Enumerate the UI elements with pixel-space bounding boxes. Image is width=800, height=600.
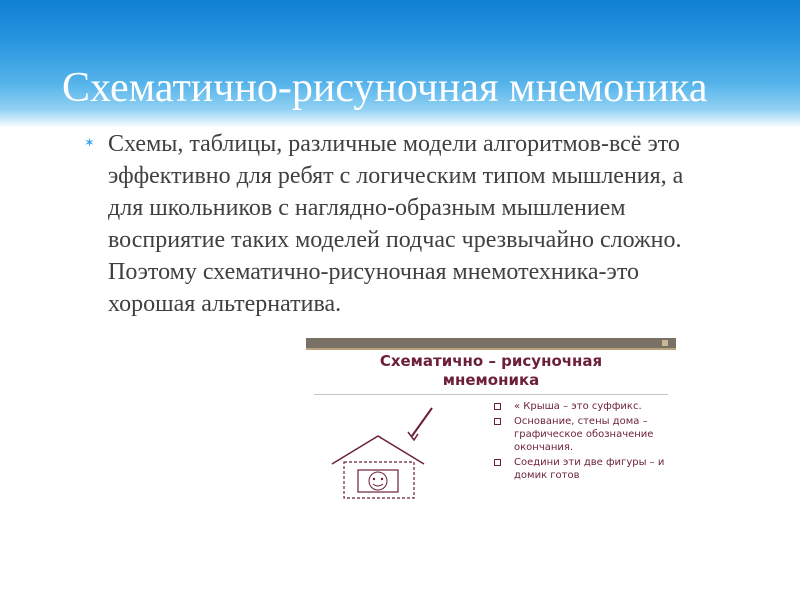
- bullet-paragraph: [84, 128, 704, 320]
- inset-item-text: Основание, стены дома – графическое обозначение окончания.: [514, 416, 654, 453]
- inset-item-text: « Крыша – это суффикс.: [514, 401, 642, 412]
- slide-title: Схематично-рисуночная мнемоника: [62, 65, 708, 111]
- inset-header-bar: [306, 338, 676, 348]
- inset-list-item: [492, 456, 672, 482]
- checkbox-bullet-icon: [494, 418, 501, 425]
- inset-image: [306, 338, 676, 538]
- inset-header-line: [306, 348, 676, 350]
- inset-divider: [314, 394, 668, 395]
- bullet-text: Схемы, таблицы, различные модели алгоритмов-всё это эффективно для ребят с логическим типом мышления, а для школьников с наглядно-образным мышлением восприятие таких моделей подчас чрезвычайно сложно. Поэтому схематично-рисуночная мнемотехника-это хорошая альтернатива.: [108, 131, 684, 317]
- checkbox-bullet-icon: [494, 403, 501, 410]
- house-drawing-icon: [328, 406, 468, 506]
- star-bullet-icon: ✶: [84, 136, 95, 151]
- inset-title: Схематично – рисуночная мнемоника: [379, 352, 603, 389]
- inset-corner-square: [662, 340, 668, 346]
- inset-list-item: [492, 400, 672, 413]
- checkbox-bullet-icon: [494, 459, 501, 466]
- inset-list: [492, 400, 672, 484]
- inset-item-text: Соедини эти две фигуры – и домик готов: [514, 457, 665, 481]
- inset-list-item: [492, 415, 672, 454]
